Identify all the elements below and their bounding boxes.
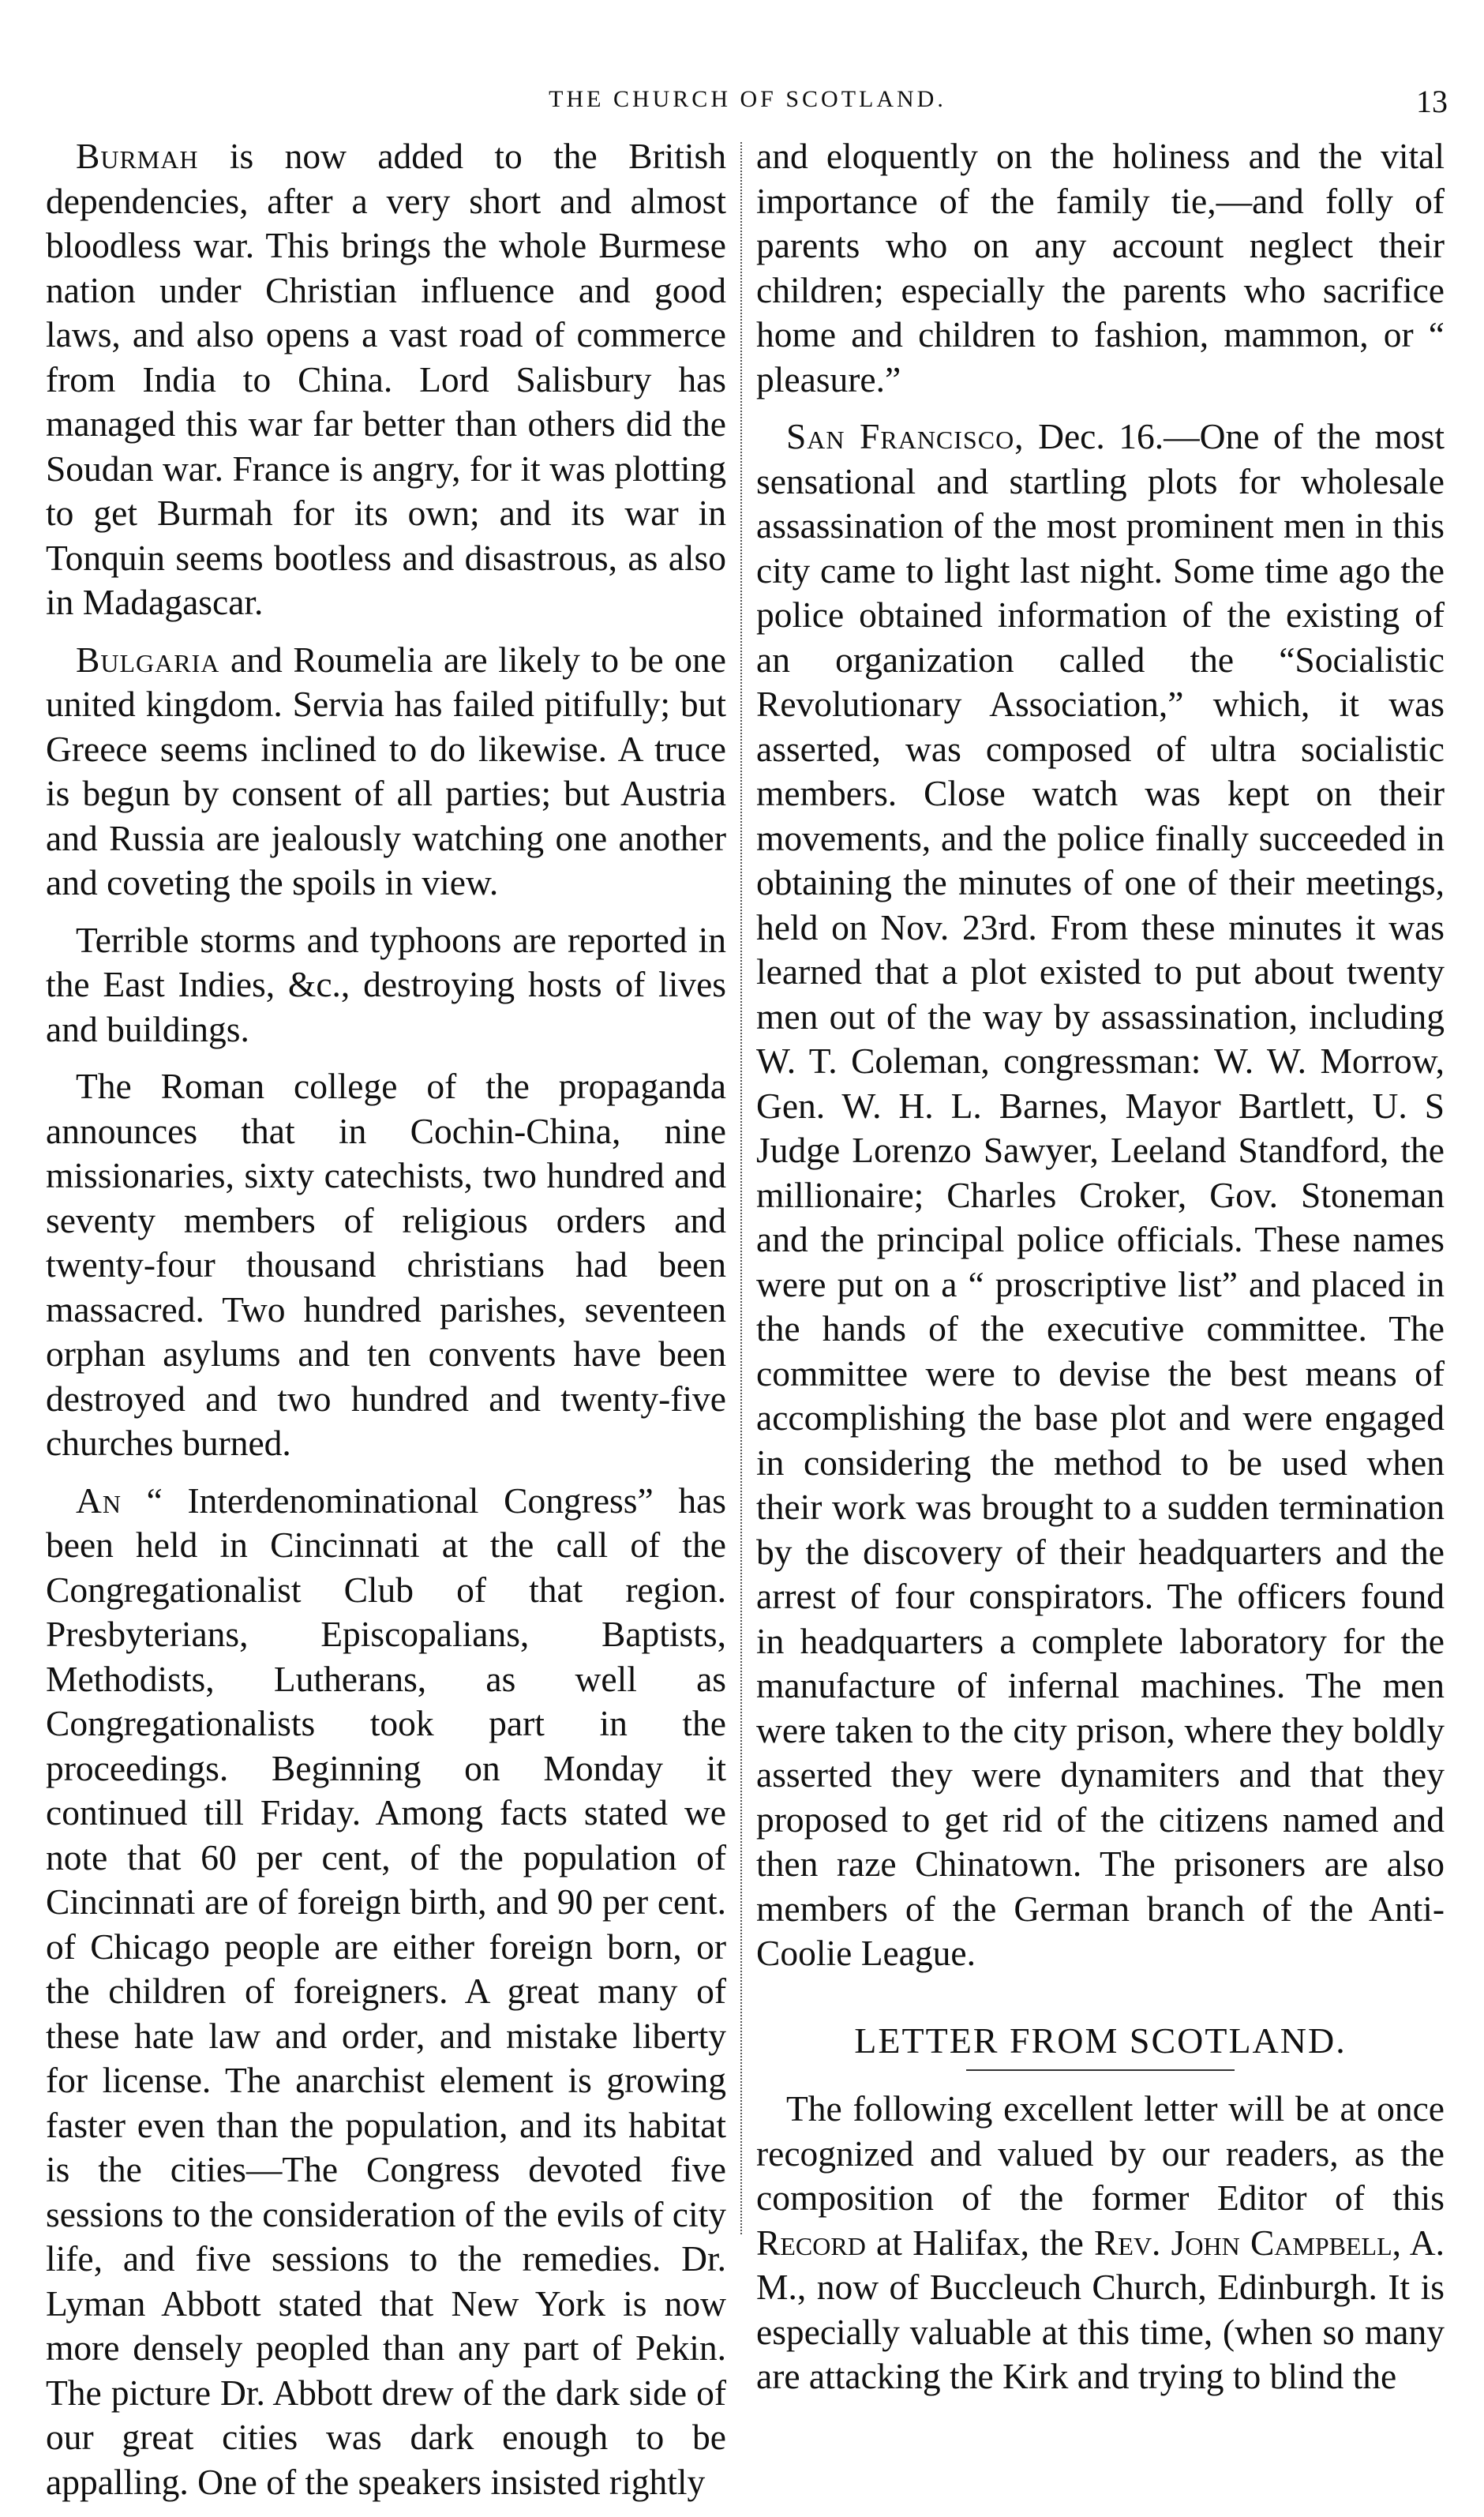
record-name: Record: [756, 2222, 866, 2263]
article-text: “ Interdenominational Congress” has been held in Cincinnati at the call of the Congregationalist Club of that region. Presbyterians, Episcopalians, Baptists, Methodists, Lutherans, as well as Congregationalists took part in the proceedings. Beginning on Monday it continued till Friday. Among facts stated we note that 60 per cent, of the population of Cincinnati are of foreign birth, and 90 per cent. of Chicago people are either foreign born, or the children of foreigners. A great many of these hate law and order, and mistake liberty for license. The anarchist element is growing faster even than the population, and its habitat is the cities—The Congress devoted five sessions to the consideration of the evils of city life, and five sessions to the remedies. Dr. Lyman Abbott stated that New York is now more densely peopled than any part of Pekin. The picture Dr. Abbott drew of the dark side of our great cities was dark enough to be appalling. One of the speakers insisted rightly: [46, 1480, 726, 2502]
article-san-francisco: [756, 414, 1445, 1976]
running-title: THE CHURCH OF SCOTLAND.: [549, 86, 946, 112]
article-lead: Burmah: [76, 136, 199, 176]
article-text: Terrible storms and typhoons are reported in the East Indies, &c., destroying hosts of lives and buildings.: [46, 919, 726, 1049]
right-column: [756, 134, 1445, 2412]
article-lead: Bulgaria: [76, 639, 220, 680]
article-bulgaria: [46, 638, 726, 906]
article-text: at Halifax, the: [865, 2222, 1095, 2263]
article-lead: San Francisco,: [786, 416, 1025, 456]
article-cochin-china: [46, 1064, 726, 1466]
article-storms: [46, 918, 726, 1052]
section-heading: LETTER FROM SCOTLAND.: [854, 2020, 1347, 2061]
article-text: and Roumelia are likely to be one united kingdom. Servia has failed pitifully; but Greece seems inclined to do likewise. A truce is begun by consent of all parties; but Austria and Russia are jealously watching one another and coveting the spoils in view.: [46, 639, 726, 902]
author-name: Rev. John Campbell, A. M.: [756, 2222, 1445, 2307]
article-congress: [46, 1479, 726, 2505]
article-lead: An: [76, 1480, 122, 1521]
article-text: Dec. 16.—One of the most sensational and startling plots for wholesale assassination of the most prominent men in this city came to light last night. Some time ago the police obtained information of the existing of an organization called the “Socialistic Revolutionary Association,” which, it was asserted, was composed of ultra socialistic members. Close watch was kept on their movements, and the police finally succeeded in obtaining the minutes of one of their meetings, held on Nov. 23rd. From these minutes it was learned that a plot existed to put about twenty men out of the way by assassination, including W. T. Coleman, congressman: W. W. Morrow, Gen. W. H. L. Barnes, Mayor Bartlett, U. S Judge Lorenzo Sawyer, Leeland Standford, the millionaire; Charles Croker, Gov. Stoneman and the principal police officials. These names were put on a “ proscriptive list” and placed in the hands of the executive committee. The committee were to devise the best means of accomplishing the base plot and were engaged in considering the method to be used when their work was brought to a sudden termination by the discovery of their headquarters and the arrest of four conspirators. The officers found in headquarters a complete laboratory for the manufacture of infernal machines. The men were taken to the city prison, where they boldly asserted they were dynamiters and that they proposed to get rid of the citizens named and then raze Chinatown. The prisoners are also members of the German branch of the Anti-Coolie League.: [756, 416, 1445, 1973]
page-number: 13: [1416, 84, 1448, 119]
article-burmah: [46, 134, 726, 625]
page-header: [47, 83, 1448, 122]
heading-rule: [966, 2069, 1235, 2071]
column-divider: [740, 142, 742, 2234]
article-text: is now added to the British dependencies, after a very short and almost bloodless war. This brings the whole Burmese nation under Christian influence and good laws, and also opens a vast road of commerce from India to China. Lord Salisbury has managed this war far better than others did the Soudan war. France is angry, for it was plotting to get Burmah for its own; and its war in Tonquin seems bootless and disastrous, as also in Madagascar.: [46, 136, 726, 622]
article-congress-continued: [756, 134, 1445, 402]
article-text: The Roman college of the propaganda announces that in Cochin-China, nine missionaries, sixty catechists, two hundred and seventy members of religious orders and twenty-four thousand christians had been massacred. Two hundred parishes, seventeen orphan asylums and ten convents have been destroyed and two hundred and twenty-five churches burned.: [46, 1066, 726, 1463]
article-text: The following excellent letter will be at once recognized and valued by our readers, as the composition of the former Editor of this: [756, 2088, 1445, 2218]
left-column: [46, 134, 726, 2517]
article-letter-intro: [756, 2087, 1445, 2399]
article-text: and eloquently on the holiness and the vital importance of the family tie,—and folly of parents who on any account neglect their children; especially the parents who sacrifice home and children to fashion, mammon, or “ pleasure.”: [756, 136, 1445, 399]
article-text: , now of Buccleuch Church, Edinburgh. It is especially valuable at this time, (when so many are attacking the Kirk and trying to blind the: [756, 2267, 1445, 2396]
